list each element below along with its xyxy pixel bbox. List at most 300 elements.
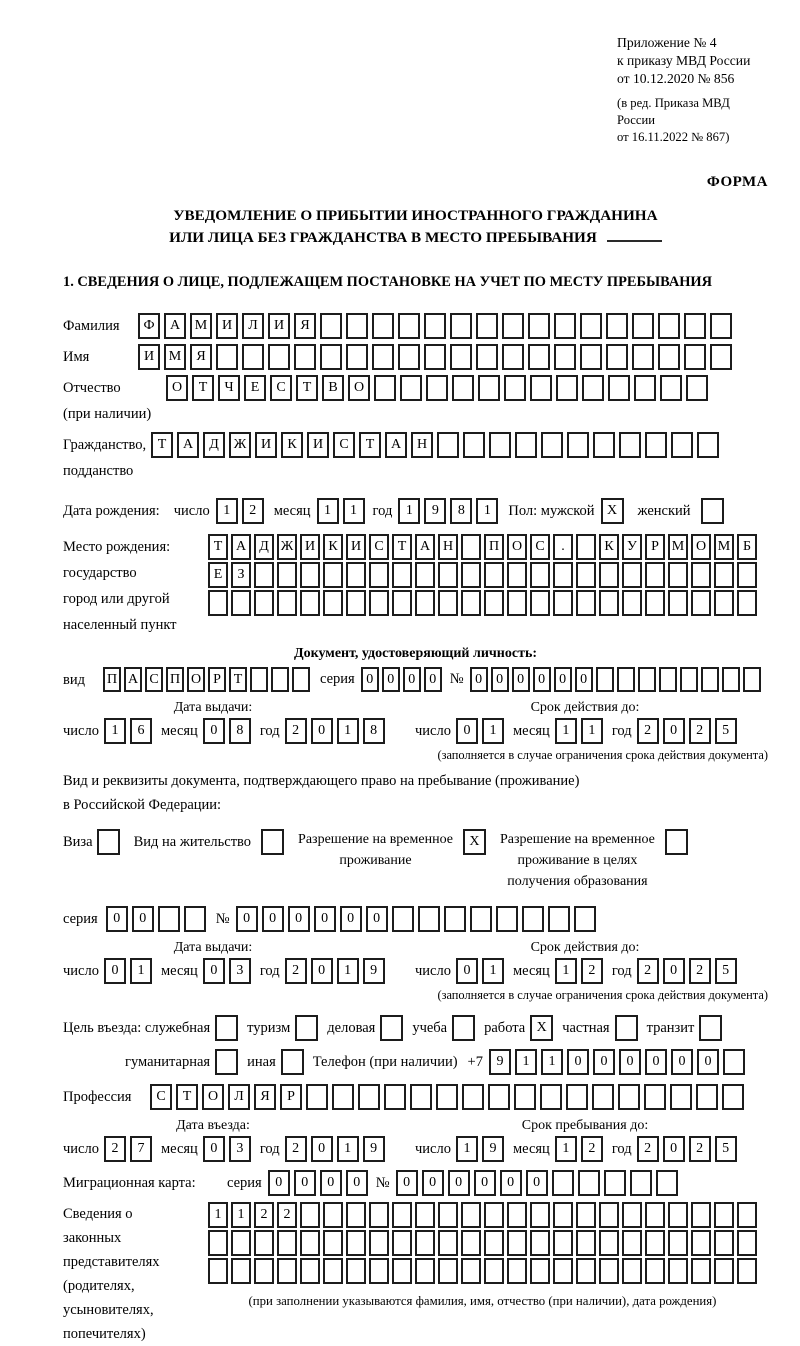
char-cell[interactable] [372,313,394,339]
char-cell[interactable] [645,432,667,458]
char-cell[interactable] [323,1230,343,1256]
purpose-transit-checkbox[interactable] [699,1015,722,1041]
char-cell[interactable] [619,432,641,458]
char-cell[interactable]: 1 [541,1049,563,1075]
char-cell[interactable]: 0 [132,906,154,932]
char-cell[interactable] [392,1258,412,1284]
char-cell[interactable] [554,313,576,339]
char-cell[interactable] [514,1084,536,1110]
char-cell[interactable] [599,1202,619,1228]
char-cell[interactable] [470,906,492,932]
char-cell[interactable]: 1 [555,958,577,984]
purpose-private-checkbox[interactable] [615,1015,638,1041]
purpose-humanitarian-checkbox[interactable] [215,1049,238,1075]
char-cell[interactable]: 0 [500,1170,522,1196]
char-cell[interactable]: Я [254,1084,276,1110]
char-cell[interactable] [268,344,290,370]
purpose-other-checkbox[interactable] [281,1049,304,1075]
char-cell[interactable] [250,667,268,692]
char-cell[interactable] [398,313,420,339]
sex-male-checkbox[interactable]: X [601,498,624,524]
char-cell[interactable] [580,344,602,370]
char-cell[interactable] [369,562,389,588]
char-cell[interactable] [300,590,320,616]
char-cell[interactable] [424,344,446,370]
char-cell[interactable] [540,1084,562,1110]
char-cell[interactable]: К [323,534,343,560]
char-cell[interactable]: 0 [320,1170,342,1196]
char-cell[interactable] [710,344,732,370]
char-cell[interactable]: С [145,667,163,692]
char-cell[interactable] [737,1258,757,1284]
char-cell[interactable]: А [415,534,435,560]
char-cell[interactable] [710,313,732,339]
char-cell[interactable]: Т [296,375,318,401]
char-cell[interactable] [300,1202,320,1228]
char-cell[interactable] [463,432,485,458]
sex-female-checkbox[interactable] [701,498,724,524]
char-cell[interactable] [622,562,642,588]
char-cell[interactable]: 5 [715,958,737,984]
char-cell[interactable]: Т [192,375,214,401]
char-cell[interactable] [489,432,511,458]
char-cell[interactable]: 0 [104,958,126,984]
char-cell[interactable] [384,1084,406,1110]
char-cell[interactable] [346,1230,366,1256]
char-cell[interactable] [507,1230,527,1256]
char-cell[interactable] [484,1230,504,1256]
char-cell[interactable]: Ж [277,534,297,560]
char-cell[interactable] [553,590,573,616]
char-cell[interactable] [478,375,500,401]
char-cell[interactable] [507,1202,527,1228]
char-cell[interactable]: О [187,667,205,692]
char-cell[interactable] [515,432,537,458]
char-cell[interactable] [691,1258,711,1284]
char-cell[interactable]: 1 [476,498,498,524]
char-cell[interactable] [254,590,274,616]
char-cell[interactable] [300,562,320,588]
char-cell[interactable]: 1 [482,958,504,984]
char-cell[interactable]: 2 [637,718,659,744]
char-cell[interactable] [552,1170,574,1196]
char-cell[interactable]: Л [228,1084,250,1110]
char-cell[interactable] [684,313,706,339]
char-cell[interactable]: Н [411,432,433,458]
char-cell[interactable]: 0 [593,1049,615,1075]
char-cell[interactable] [504,375,526,401]
char-cell[interactable] [424,313,446,339]
char-cell[interactable] [541,432,563,458]
char-cell[interactable] [630,1170,652,1196]
char-cell[interactable] [599,562,619,588]
char-cell[interactable] [398,344,420,370]
purpose-study-checkbox[interactable] [452,1015,475,1041]
char-cell[interactable] [660,375,682,401]
char-cell[interactable] [528,344,550,370]
char-cell[interactable]: 1 [216,498,238,524]
char-cell[interactable] [553,562,573,588]
char-cell[interactable]: А [231,534,251,560]
char-cell[interactable] [392,1202,412,1228]
char-cell[interactable] [576,590,596,616]
char-cell[interactable] [400,375,422,401]
char-cell[interactable] [444,906,466,932]
char-cell[interactable]: 6 [130,718,152,744]
char-cell[interactable] [670,1084,692,1110]
char-cell[interactable]: 0 [203,718,225,744]
char-cell[interactable] [502,313,524,339]
char-cell[interactable] [578,1170,600,1196]
char-cell[interactable] [254,1258,274,1284]
char-cell[interactable]: 0 [262,906,284,932]
char-cell[interactable] [320,344,342,370]
char-cell[interactable] [216,344,238,370]
char-cell[interactable] [576,562,596,588]
char-cell[interactable]: 0 [314,906,336,932]
char-cell[interactable] [638,667,656,692]
char-cell[interactable] [530,590,550,616]
char-cell[interactable]: Я [294,313,316,339]
char-cell[interactable] [554,344,576,370]
char-cell[interactable] [507,590,527,616]
char-cell[interactable]: 2 [285,718,307,744]
char-cell[interactable]: 9 [363,958,385,984]
char-cell[interactable]: 1 [515,1049,537,1075]
edu-permit-checkbox[interactable] [665,829,688,855]
char-cell[interactable] [484,1258,504,1284]
char-cell[interactable]: 0 [645,1049,667,1075]
char-cell[interactable] [323,562,343,588]
char-cell[interactable]: 0 [203,958,225,984]
char-cell[interactable] [618,1084,640,1110]
char-cell[interactable]: Р [280,1084,302,1110]
char-cell[interactable] [346,562,366,588]
char-cell[interactable] [606,344,628,370]
char-cell[interactable]: С [333,432,355,458]
char-cell[interactable] [294,344,316,370]
char-cell[interactable]: 0 [382,667,400,692]
char-cell[interactable]: 0 [396,1170,418,1196]
purpose-business-checkbox[interactable] [380,1015,403,1041]
residence-permit-checkbox[interactable] [261,829,284,855]
char-cell[interactable] [645,590,665,616]
char-cell[interactable]: 2 [285,1136,307,1162]
char-cell[interactable]: М [668,534,688,560]
char-cell[interactable] [684,344,706,370]
char-cell[interactable] [208,590,228,616]
char-cell[interactable] [461,534,481,560]
char-cell[interactable] [696,1084,718,1110]
char-cell[interactable]: 0 [554,667,572,692]
char-cell[interactable]: С [270,375,292,401]
char-cell[interactable]: А [177,432,199,458]
char-cell[interactable]: 0 [361,667,379,692]
char-cell[interactable] [415,562,435,588]
char-cell[interactable]: 2 [637,1136,659,1162]
char-cell[interactable] [426,375,448,401]
char-cell[interactable] [372,344,394,370]
char-cell[interactable] [604,1170,626,1196]
char-cell[interactable] [438,1258,458,1284]
char-cell[interactable]: 1 [208,1202,228,1228]
char-cell[interactable] [530,1258,550,1284]
char-cell[interactable]: 0 [203,1136,225,1162]
char-cell[interactable]: 2 [104,1136,126,1162]
char-cell[interactable] [574,906,596,932]
char-cell[interactable] [254,562,274,588]
char-cell[interactable] [346,590,366,616]
char-cell[interactable] [369,1258,389,1284]
char-cell[interactable]: 0 [491,667,509,692]
char-cell[interactable]: 0 [663,958,685,984]
char-cell[interactable] [438,590,458,616]
char-cell[interactable] [462,1084,484,1110]
char-cell[interactable]: Т [229,667,247,692]
char-cell[interactable] [208,1258,228,1284]
char-cell[interactable]: 0 [424,667,442,692]
char-cell[interactable] [599,1258,619,1284]
char-cell[interactable] [617,667,635,692]
char-cell[interactable]: Ж [229,432,251,458]
char-cell[interactable] [346,1258,366,1284]
char-cell[interactable]: 0 [288,906,310,932]
char-cell[interactable] [737,590,757,616]
char-cell[interactable] [645,1230,665,1256]
char-cell[interactable] [374,375,396,401]
char-cell[interactable] [691,562,711,588]
char-cell[interactable]: 0 [456,718,478,744]
char-cell[interactable] [392,1230,412,1256]
char-cell[interactable] [530,562,550,588]
temp-permit-checkbox[interactable]: X [463,829,486,855]
char-cell[interactable] [437,432,459,458]
char-cell[interactable]: Т [208,534,228,560]
char-cell[interactable] [622,1258,642,1284]
char-cell[interactable]: 9 [489,1049,511,1075]
char-cell[interactable]: 0 [422,1170,444,1196]
char-cell[interactable]: Я [190,344,212,370]
char-cell[interactable] [599,1230,619,1256]
char-cell[interactable] [476,313,498,339]
char-cell[interactable] [488,1084,510,1110]
char-cell[interactable] [484,590,504,616]
char-cell[interactable]: М [190,313,212,339]
char-cell[interactable]: П [484,534,504,560]
char-cell[interactable] [415,590,435,616]
char-cell[interactable] [596,667,614,692]
char-cell[interactable]: 1 [581,718,603,744]
char-cell[interactable]: О [166,375,188,401]
char-cell[interactable] [530,1202,550,1228]
char-cell[interactable]: 1 [337,958,359,984]
char-cell[interactable] [632,344,654,370]
char-cell[interactable] [461,1258,481,1284]
char-cell[interactable]: 0 [311,958,333,984]
char-cell[interactable]: 2 [689,958,711,984]
char-cell[interactable]: Б [737,534,757,560]
char-cell[interactable]: Р [645,534,665,560]
char-cell[interactable] [668,562,688,588]
char-cell[interactable] [507,1258,527,1284]
char-cell[interactable] [346,313,368,339]
char-cell[interactable] [634,375,656,401]
char-cell[interactable] [231,1230,251,1256]
char-cell[interactable]: И [307,432,329,458]
char-cell[interactable] [323,590,343,616]
char-cell[interactable] [722,667,740,692]
char-cell[interactable]: А [124,667,142,692]
char-cell[interactable]: 1 [337,718,359,744]
char-cell[interactable] [576,1202,596,1228]
char-cell[interactable] [358,1084,380,1110]
char-cell[interactable] [714,1202,734,1228]
char-cell[interactable] [452,375,474,401]
char-cell[interactable] [369,1230,389,1256]
char-cell[interactable] [507,562,527,588]
char-cell[interactable] [656,1170,678,1196]
char-cell[interactable] [622,590,642,616]
char-cell[interactable] [566,1084,588,1110]
char-cell[interactable]: И [255,432,277,458]
char-cell[interactable] [622,1230,642,1256]
char-cell[interactable] [300,1258,320,1284]
char-cell[interactable] [277,562,297,588]
char-cell[interactable] [242,344,264,370]
char-cell[interactable] [450,313,472,339]
char-cell[interactable] [668,1202,688,1228]
char-cell[interactable]: 0 [340,906,362,932]
char-cell[interactable] [418,906,440,932]
char-cell[interactable] [576,1230,596,1256]
char-cell[interactable] [415,1258,435,1284]
char-cell[interactable]: 1 [231,1202,251,1228]
char-cell[interactable] [658,313,680,339]
char-cell[interactable] [668,590,688,616]
char-cell[interactable]: 0 [236,906,258,932]
char-cell[interactable]: 3 [229,958,251,984]
char-cell[interactable] [438,1202,458,1228]
char-cell[interactable]: И [138,344,160,370]
char-cell[interactable]: С [530,534,550,560]
char-cell[interactable]: А [385,432,407,458]
char-cell[interactable] [300,1230,320,1256]
char-cell[interactable]: И [300,534,320,560]
char-cell[interactable] [438,1230,458,1256]
char-cell[interactable] [528,313,550,339]
char-cell[interactable] [722,1084,744,1110]
char-cell[interactable]: Т [176,1084,198,1110]
char-cell[interactable]: 0 [311,1136,333,1162]
char-cell[interactable] [691,590,711,616]
char-cell[interactable] [644,1084,666,1110]
char-cell[interactable]: 1 [343,498,365,524]
char-cell[interactable]: 9 [482,1136,504,1162]
char-cell[interactable]: К [599,534,619,560]
visa-checkbox[interactable] [97,829,120,855]
char-cell[interactable] [346,344,368,370]
char-cell[interactable] [714,590,734,616]
char-cell[interactable] [392,906,414,932]
char-cell[interactable] [496,906,518,932]
char-cell[interactable]: И [216,313,238,339]
char-cell[interactable]: И [346,534,366,560]
char-cell[interactable] [158,906,180,932]
char-cell[interactable] [461,562,481,588]
char-cell[interactable]: 2 [242,498,264,524]
char-cell[interactable]: С [369,534,389,560]
char-cell[interactable]: Л [242,313,264,339]
char-cell[interactable] [476,344,498,370]
char-cell[interactable]: 1 [130,958,152,984]
char-cell[interactable]: Е [244,375,266,401]
char-cell[interactable] [593,432,615,458]
char-cell[interactable]: 1 [456,1136,478,1162]
char-cell[interactable]: 1 [104,718,126,744]
char-cell[interactable]: 0 [268,1170,290,1196]
char-cell[interactable]: 0 [346,1170,368,1196]
char-cell[interactable]: 2 [581,1136,603,1162]
char-cell[interactable] [671,432,693,458]
char-cell[interactable] [254,1230,274,1256]
char-cell[interactable]: О [202,1084,224,1110]
char-cell[interactable]: Т [151,432,173,458]
char-cell[interactable] [410,1084,432,1110]
char-cell[interactable]: И [268,313,290,339]
char-cell[interactable]: М [714,534,734,560]
char-cell[interactable]: Ч [218,375,240,401]
char-cell[interactable]: 2 [637,958,659,984]
char-cell[interactable]: 8 [450,498,472,524]
char-cell[interactable] [306,1084,328,1110]
char-cell[interactable]: Е [208,562,228,588]
char-cell[interactable] [277,590,297,616]
char-cell[interactable] [737,562,757,588]
char-cell[interactable] [208,1230,228,1256]
char-cell[interactable] [691,1230,711,1256]
char-cell[interactable] [271,667,289,692]
char-cell[interactable]: 0 [474,1170,496,1196]
char-cell[interactable]: 1 [398,498,420,524]
char-cell[interactable]: 0 [575,667,593,692]
char-cell[interactable] [645,1258,665,1284]
char-cell[interactable] [723,1049,745,1075]
char-cell[interactable] [461,590,481,616]
char-cell[interactable]: 7 [130,1136,152,1162]
char-cell[interactable] [484,562,504,588]
char-cell[interactable]: К [281,432,303,458]
char-cell[interactable] [530,1230,550,1256]
char-cell[interactable] [714,1258,734,1284]
char-cell[interactable] [592,1084,614,1110]
char-cell[interactable]: 8 [363,718,385,744]
char-cell[interactable]: Р [208,667,226,692]
char-cell[interactable]: О [507,534,527,560]
char-cell[interactable] [608,375,630,401]
char-cell[interactable]: П [166,667,184,692]
char-cell[interactable] [714,562,734,588]
char-cell[interactable]: З [231,562,251,588]
char-cell[interactable]: 2 [581,958,603,984]
char-cell[interactable] [697,432,719,458]
char-cell[interactable] [502,344,524,370]
char-cell[interactable] [691,1202,711,1228]
char-cell[interactable] [743,667,761,692]
char-cell[interactable] [438,562,458,588]
char-cell[interactable]: Ф [138,313,160,339]
purpose-tourism-checkbox[interactable] [295,1015,318,1041]
char-cell[interactable] [346,1202,366,1228]
